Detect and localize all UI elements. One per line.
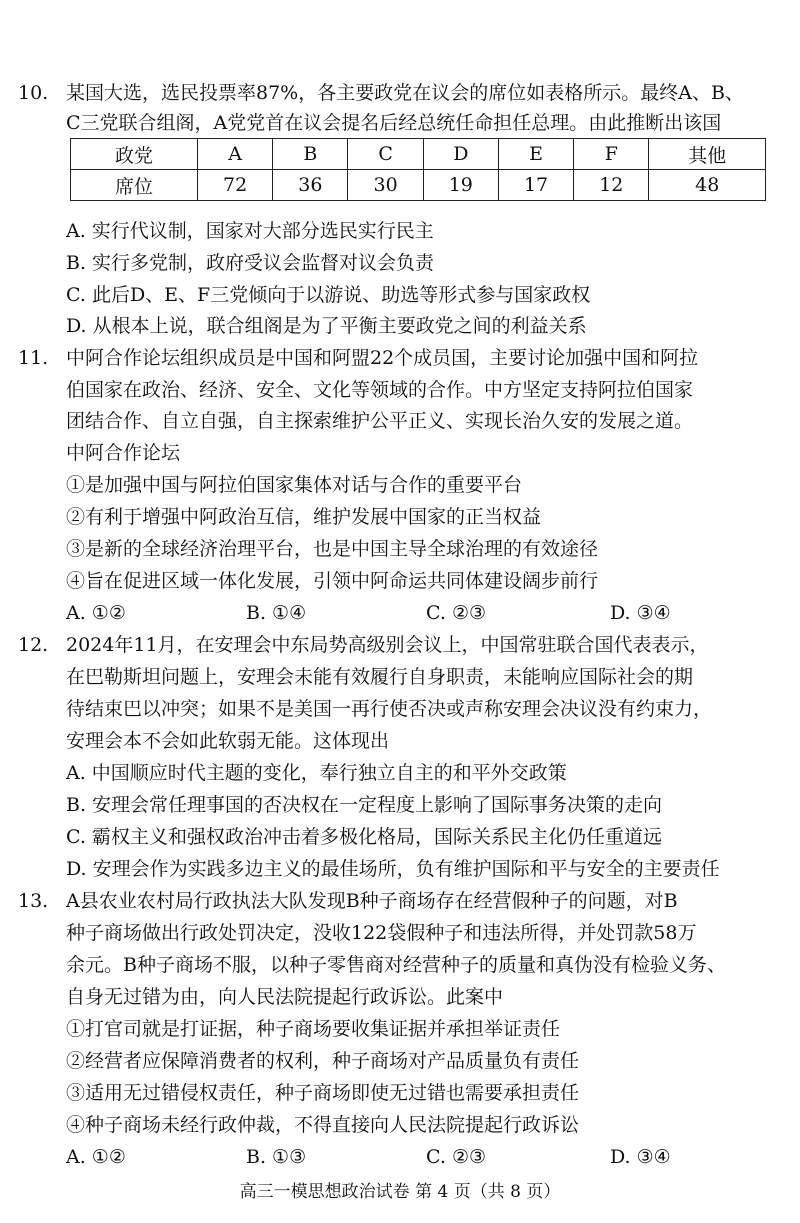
question-number: 12. [18,634,49,656]
question-number: 13. [18,890,49,912]
answer-option: B. 实行多党制，政府受议会监督对议会负责 [66,252,435,274]
question-stem-line: 安理会本不会如此软弱无能。这体现出 [66,730,390,752]
answer-option: B. ①④ [246,602,307,624]
statement-item: ④种子商场未经行政仲裁，不得直接向人民法院提起行政诉讼 [66,1114,580,1136]
table-row [71,170,766,201]
question-stem-line: 某国大选，选民投票率87%，各主要政党在议会的席位如表格所示。最终A、B、 [66,82,744,104]
statement-item: ③是新的全球经济治理平台，也是中国主导全球治理的有效途径 [66,538,599,560]
answer-option: D. ③④ [610,602,671,624]
answer-option: A. ①② [66,1146,126,1168]
table-cell: 席位 [71,170,198,201]
answer-option: C. ②③ [426,602,487,624]
question-stem-line: 余元。B种子商场不服，以种子零售商对经营种子的质量和真伪没有检验义务、 [66,954,726,976]
answer-option: A. ①② [66,602,126,624]
question-stem-line: 自身无过错为由，向人民法院提起行政诉讼。此案中 [66,986,504,1008]
question-stem-line: 待结束巴以冲突；如果不是美国一再行使否决或声称安理会决议没有约束力， [66,698,713,720]
table-cell: F [574,139,649,170]
question-stem-line: 中阿合作论坛组织成员是中国和阿盟22个成员国，主要讨论加强中国和阿拉 [66,347,699,369]
party-seats-table [70,138,766,201]
question-stem-line: 种子商场做出行政处罚决定，没收122袋假种子和违法所得，并处罚款58万 [66,922,697,944]
question-stem-line: 团结合作、自立自强，自主探索维护公平正义、实现长治久安的发展之道。 [66,410,694,432]
answer-option: D. 从根本上说，联合组阁是为了平衡主要政党之间的利益关系 [66,315,587,337]
table-cell: D [423,139,498,170]
table-cell: 36 [273,170,348,201]
answer-option: C. 霸权主义和强权政治冲击着多极化格局，国际关系民主化仍任重道远 [66,826,662,848]
table-cell: B [273,139,348,170]
statement-item: ①是加强中国与阿拉伯国家集体对话与合作的重要平台 [66,474,523,496]
statement-item: ④旨在促进区域一体化发展，引领中阿命运共同体建设阔步前行 [66,570,599,592]
table-cell: C [348,139,423,170]
question-stem-line: 伯国家在政治、经济、安全、文化等领域的合作。中方坚定支持阿拉伯国家 [66,379,694,401]
question-number: 10. [18,82,49,104]
answer-option: C. ②③ [426,1146,487,1168]
question-stem-line: A县农业农村局行政执法大队发现B种子商场存在经营假种子的问题，对B [66,890,678,912]
table-cell: 12 [574,170,649,201]
statement-item: ③适用无过错侵权责任，种子商场即使无过错也需要承担责任 [66,1082,580,1104]
statement-item: ①打官司就是打证据，种子商场要收集证据并承担举证责任 [66,1018,561,1040]
table-cell: A [198,139,273,170]
question-stem-line: C三党联合组阁，A党党首在议会提名后经总统任命担任总理。由此推断出该国 [66,112,722,134]
question-stem-line: 在巴勒斯坦问题上，安理会未能有效履行自身职责，未能响应国际社会的期 [66,666,694,688]
answer-option: C. 此后D、E、F三党倾向于以游说、助选等形式参与国家政权 [66,284,591,306]
answer-option: A. 实行代议制，国家对大部分选民实行民主 [66,220,434,242]
statement-item: ②有利于增强中阿政治互信，维护发展中国家的正当权益 [66,506,542,528]
table-cell: 30 [348,170,423,201]
question-stem-line: 中阿合作论坛 [66,442,181,464]
statement-item: ②经营者应保障消费者的权利，种子商场对产品质量负有责任 [66,1050,580,1072]
question-number: 11. [18,347,49,369]
table-header-row [71,139,766,170]
answer-option: D. ③④ [610,1146,671,1168]
page-footer: 高三一模思想政治试卷 第 4 页（共 8 页） [239,1182,561,1202]
table-cell: 72 [198,170,273,201]
table-cell: 17 [498,170,573,201]
answer-option: D. 安理会作为实践多边主义的最佳场所，负有维护国际和平与安全的主要责任 [66,858,720,880]
table-cell: 其他 [649,139,766,170]
answer-option: B. 安理会常任理事国的否决权在一定程度上影响了国际事务决策的走向 [66,794,663,816]
table-cell: 19 [423,170,498,201]
answer-option: A. 中国顺应时代主题的变化，奉行独立自主的和平外交政策 [66,762,567,784]
table-cell: E [498,139,573,170]
table-cell: 48 [649,170,766,201]
table-cell: 政党 [71,139,198,170]
answer-option: B. ①③ [246,1146,307,1168]
question-stem-line: 2024年11月，在安理会中东局势高级别会议上，中国常驻联合国代表表示， [66,634,709,656]
